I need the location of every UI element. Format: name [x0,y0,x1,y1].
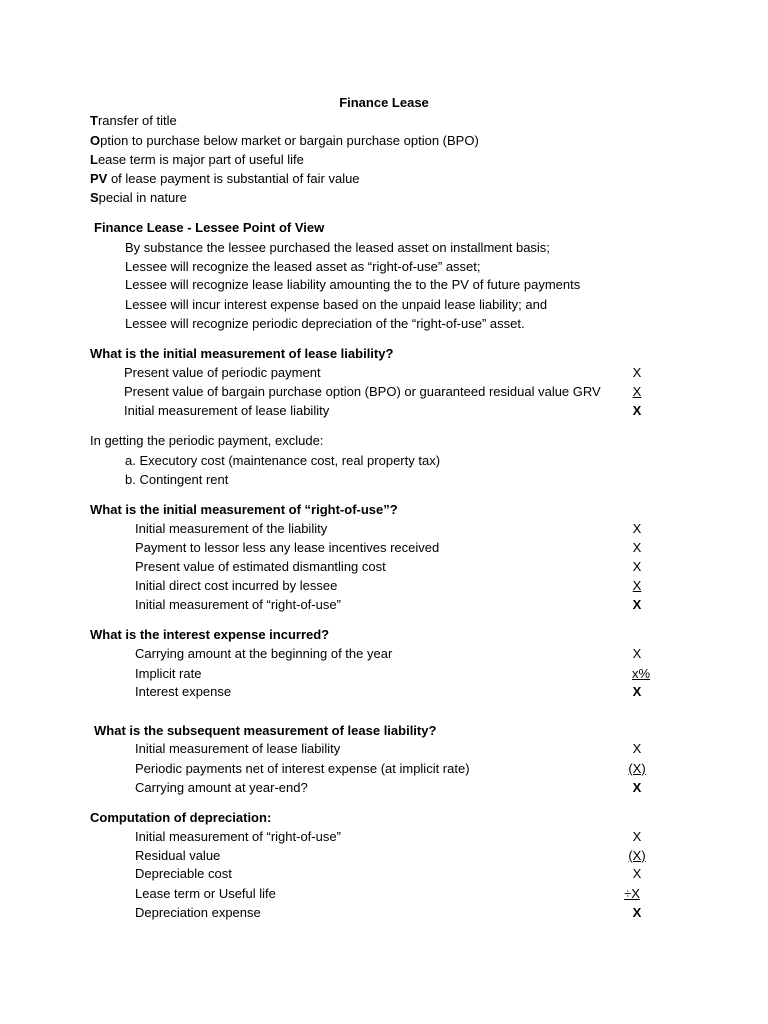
section-heading-initial-liability: What is the initial measurement of lease liability? [90,346,394,361]
line-item-amount: X [632,646,642,661]
line-item-amount: (X) [628,848,646,863]
line-item-amount: ÷X [624,886,640,901]
criteria-initial: S [90,190,99,205]
criteria-initial: O [90,133,101,148]
line-item-amount: X [632,521,642,536]
criteria-item [90,152,304,168]
exclusion-item: a. Executory cost (maintenance cost, real property tax) [125,453,441,468]
line-item-label: Initial measurement of lease liability [124,403,330,418]
line-item-amount: X [632,741,642,756]
criteria-item [90,133,479,149]
line-item-label: Present value of bargain purchase option (BPO) or guaranteed residual value GRV [124,384,601,399]
criteria-text: ption to purchase below market or bargain purchase option (BPO) [100,133,479,148]
total-amount: X [632,403,642,418]
line-item-label: Initial direct cost incurred by lessee [135,578,338,593]
line-item-label: Initial measurement of lease liability [135,741,341,756]
line-item-amount: X [632,578,642,593]
line-item-amount: X [632,829,642,844]
criteria-text: ransfer of title [97,113,177,128]
lessee-point: By substance the lessee purchased the leased asset on installment basis; [125,240,550,255]
criteria-initial: T [90,113,98,128]
line-item-amount: X [632,559,642,574]
line-item-amount: X [632,365,642,380]
line-item-label: Payment to lessor less any lease incentives received [135,540,440,555]
criteria-initial: PV [90,171,108,186]
total-amount: X [632,684,642,699]
line-item-label: Present value of estimated dismantling cost [135,559,386,574]
line-item-label: Initial measurement of the liability [135,521,328,536]
lessee-point: Lessee will recognize the leased asset as “right-of-use” asset; [125,259,481,274]
line-item-label: Carrying amount at year-end? [135,780,308,795]
criteria-item [90,190,187,206]
line-item-label: Implicit rate [135,666,202,681]
line-item-label: Lease term or Useful life [135,886,276,901]
line-item-amount: x% [631,666,651,681]
lessee-point: Lessee will recognize lease liability amounting the to the PV of future payments [125,277,581,292]
criteria-text: ease term is major part of useful life [97,152,304,167]
total-amount: X [632,597,642,612]
line-item-amount: (X) [628,761,646,776]
criteria-item [90,113,177,129]
periodic-payment-intro: In getting the periodic payment, exclude: [90,433,324,448]
criteria-item [90,171,360,187]
line-item-label: Residual value [135,848,221,863]
line-item-amount: X [632,540,642,555]
total-amount: X [632,780,642,795]
lessee-point: Lessee will incur interest expense based on the unpaid lease liability; and [125,297,548,312]
exclusion-item: b. Contingent rent [125,472,229,487]
line-item-label: Carrying amount at the beginning of the year [135,646,393,661]
line-item-amount: X [632,866,642,881]
line-item-label: Periodic payments net of interest expense (at implicit rate) [135,761,470,776]
section-heading-lessee: Finance Lease - Lessee Point of View [94,220,325,235]
total-amount: X [632,905,642,920]
section-heading-subsequent: What is the subsequent measurement of lease liability? [94,723,437,738]
section-heading-depreciation: Computation of depreciation: [90,810,272,825]
lessee-point: Lessee will recognize periodic depreciation of the “right-of-use” asset. [125,316,525,331]
line-item-label: Depreciable cost [135,866,232,881]
line-item-label: Interest expense [135,684,232,699]
line-item-label: Initial measurement of “right-of-use” [135,597,341,612]
line-item-amount: X [632,384,642,399]
criteria-text: pecial in nature [98,190,187,205]
section-heading-right-of-use: What is the initial measurement of “right-of-use”? [90,502,398,517]
page-title: Finance Lease [339,95,429,110]
line-item-label: Present value of periodic payment [124,365,321,380]
criteria-initial: L [90,152,98,167]
line-item-label: Initial measurement of “right-of-use” [135,829,341,844]
criteria-text: of lease payment is substantial of fair value [107,171,360,186]
line-item-label: Depreciation expense [135,905,261,920]
section-heading-interest: What is the interest expense incurred? [90,627,330,642]
